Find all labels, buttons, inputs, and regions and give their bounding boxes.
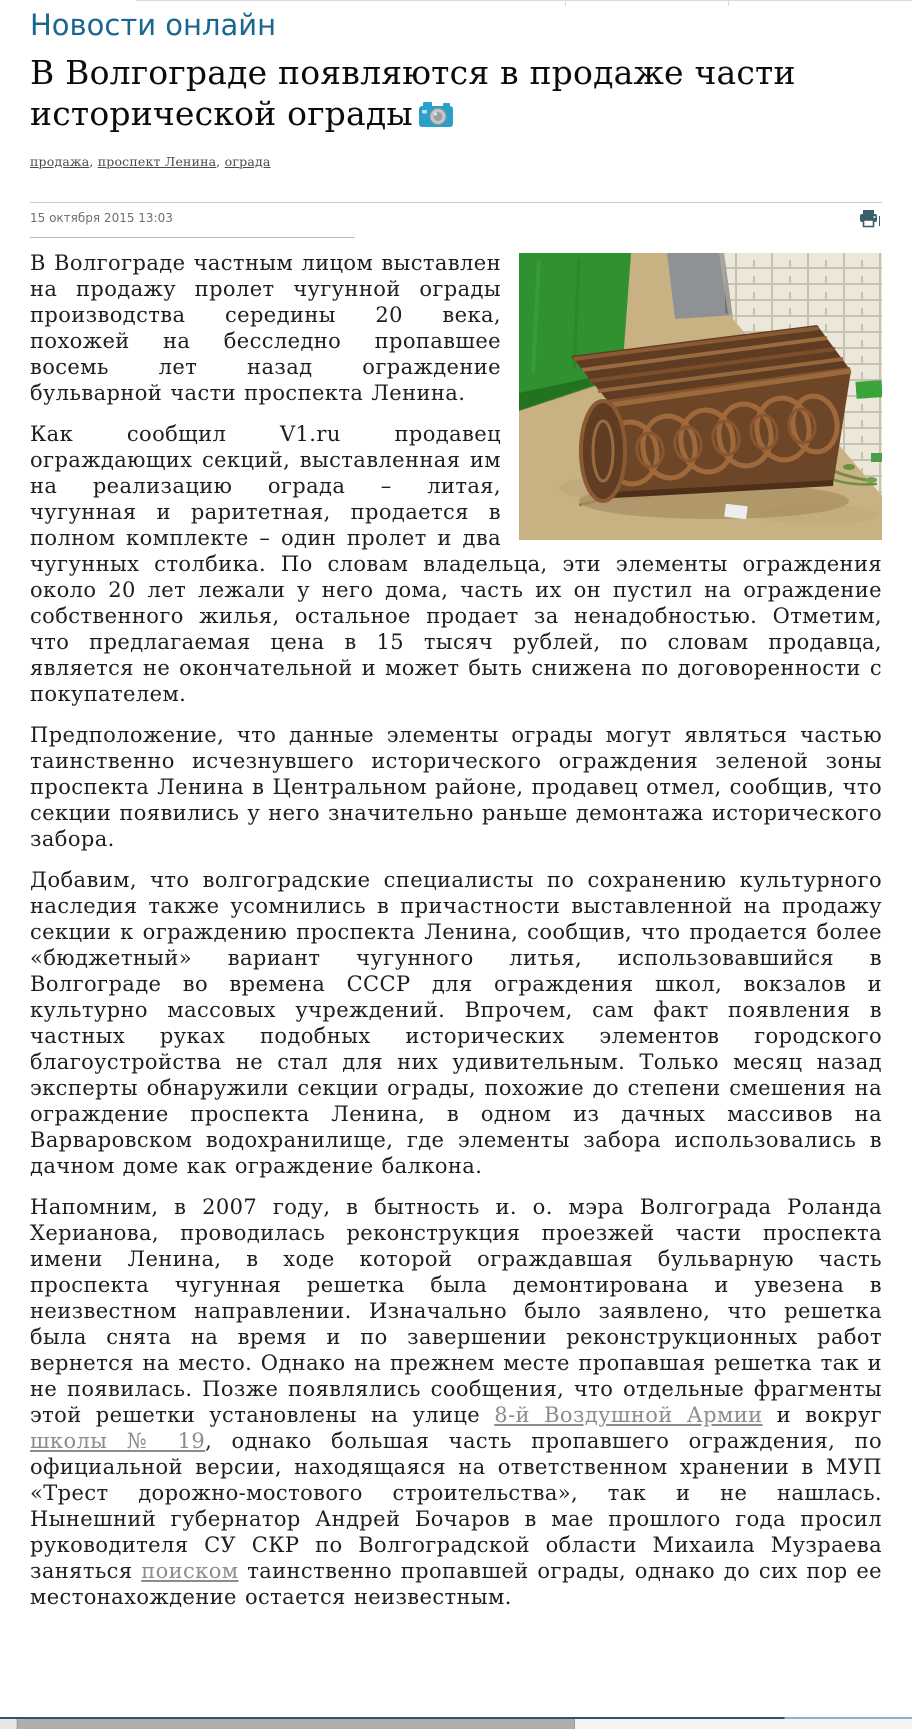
article-photo[interactable] — [519, 253, 882, 540]
article-paragraph: Как сообщил V1.ru продавец ограждающих секций, выставленная им на реализацию ограда – литая, чугунная и раритетная, продается в полном комплекте – один пролет и два чугунных столбика. По словам владельца, эти элементы ограждения около 20 лет лежали у него дома, часть их он пустил на ограждение собственного жилья, остальное продает за ненадобностью. Отметим, что предлагаемая цена в 15 тысяч рублей, по словам продавца, является не окончательной и может быть снижена по договоренности с покупателем. — [30, 422, 882, 706]
paragraph-text: , однако большая часть пропавшего ограждения, по официальной версии, находящаяся на ответственном хранении в МУП «Трест дорожно-мостового строительства», так и не нашлась. Нынешний губернатор Андрей Бочаров в мае прошлого года просил руководителя СУ СКР по Волгоградской области Михаила Музраева заняться — [30, 1429, 882, 1583]
top-tick — [728, 0, 729, 6]
scrollbar-left-button[interactable] — [0, 1719, 17, 1729]
top-border-strip — [0, 0, 912, 6]
article-paragraph — [30, 1194, 882, 1610]
paragraph-text: таинственно пропавшей ограды, однако до сих пор ее местонахождение остается неизвестным. — [30, 1559, 882, 1609]
article-body — [30, 250, 882, 1610]
article-title-text: В Волгограде появляются в продаже части исторической ограды — [30, 53, 796, 133]
link-8th-air-army-street[interactable]: 8-й Воздушной Армии — [494, 1403, 763, 1427]
paragraph-text: Напомним, в 2007 году, в бытность и. о. мэра Волгограда Роланда Херианова, проводилась реконструкция проезжей части проспекта имени Ленина, в ходе которой ограждавшая бульварную часть проспекта чугунная решетка была демонтирована и увезена в неизвестном направлении. Изначально было заявлено, что решетка была снята на время и по завершении реконструкционных работ вернется на место. Однако на прежнем месте пропавшая решетка так и не появилась. Позже появлялись сообщения, что отдельные фрагменты этой решетки установлены на улице — [30, 1195, 882, 1427]
tag-link-prodazha[interactable]: продажа — [30, 154, 90, 169]
article-title — [30, 52, 882, 137]
tag-separator: , — [216, 154, 225, 169]
top-tick — [565, 0, 566, 6]
printer-icon[interactable] — [859, 210, 880, 228]
tag-link-prospekt-lenina[interactable]: проспект Ленина — [97, 154, 217, 169]
top-hairline — [136, 0, 912, 1]
tag-link-ograda[interactable]: ограда — [224, 154, 271, 169]
link-search[interactable]: поиском — [141, 1559, 239, 1583]
article-paragraph: Добавим, что волгоградские специалисты по сохранению культурного наследия также усомнились в причастности выставленной на продажу секции к ограждению проспекта Ленина, сообщив, что продается более «бюджетный» вариант чугунного литья, использовавшийся в Волгограде во времена СССР для ограждения школ, вокзалов и культурно массовых учреждений. Впрочем, сам факт появления в частных руках подобных исторических элементов городского благоустройства не стал для них удивительным. Только месяц назад эксперты обнаружили секции ограды, похожие до степени смешения на ограждение проспекта Ленина, в одном из дачных массивов на Варваровском водохранилище, где элементы забора использовались в дачном доме как ограждение балкона. — [30, 868, 882, 1178]
horizontal-scrollbar[interactable] — [0, 1717, 912, 1729]
scrollbar-thumb[interactable] — [17, 1719, 575, 1729]
article-paragraph: В Волгограде частным лицом выставлен на продажу пролет чугунной ограды производства середины 20 века, похожей на бесследно пропавшее восемь лет назад ограждение бульварной части проспекта Ленина. — [30, 251, 501, 405]
paragraph-text: и вокруг — [762, 1403, 882, 1427]
article-paragraph: Предположение, что данные элементы ограды могут являться частью таинственно исчезнувшего исторического ограждения зеленой зоны проспекта Ленина в Центральном районе, продавец отмел, сообщив, что секции появились у него значительно раньше демонтажа исторического забора. — [30, 723, 882, 851]
meta-subline — [30, 237, 355, 238]
publish-date: 15 октября 2015 13:03 — [30, 211, 173, 225]
tag-separator: , — [89, 154, 98, 169]
meta-row — [30, 202, 882, 231]
scrollbar-track[interactable] — [0, 1719, 912, 1729]
section-title-link[interactable]: Новости онлайн — [30, 8, 277, 42]
camera-icon — [419, 96, 453, 137]
tags-row — [30, 154, 882, 169]
link-school-19[interactable]: школы № 19 — [30, 1429, 206, 1453]
